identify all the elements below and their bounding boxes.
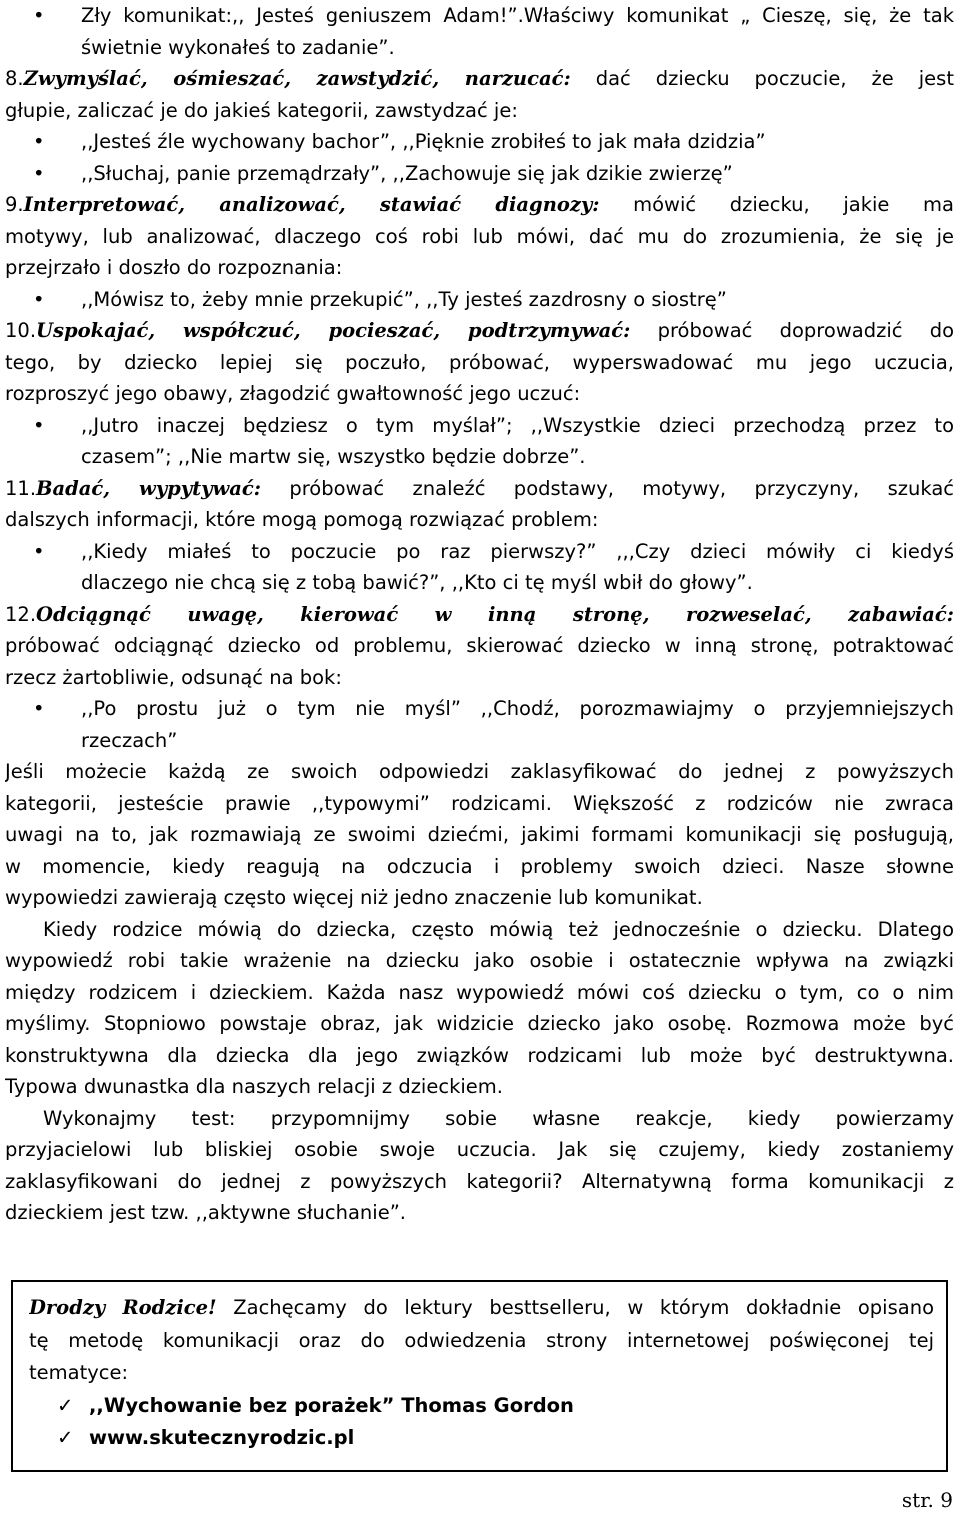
bullet-text: ,,Kiedy miałeś to poczucie po raz pierwszy?” ,,,Czy dzieci mówiły ci kiedyś xyxy=(81,539,954,563)
numbered-heading-line xyxy=(5,315,954,347)
box-line xyxy=(29,1292,934,1325)
numbered-heading-line xyxy=(5,599,954,631)
bullet-icon: • xyxy=(33,413,45,437)
body-line xyxy=(5,378,954,410)
book-title: ,,Wychowanie bez porażek” Thomas Gordon xyxy=(89,1393,574,1417)
item-number: 12. xyxy=(5,602,37,626)
body-line xyxy=(5,252,954,284)
paragraph-line xyxy=(5,914,954,946)
body-text: przejrzało i doszło do rozpoznania: xyxy=(5,256,343,279)
paragraph-line xyxy=(5,1008,954,1040)
body-text: rzecz żartobliwie, odsunąć na bok: xyxy=(5,665,342,689)
bullet-line xyxy=(5,32,954,64)
bullet-text: ,,Jesteś źle wychowany bachor”, ,,Pięknie zrobiłeś to jak mała dzidzia” xyxy=(81,130,766,153)
box-greeting: Drodzy Rodzice! xyxy=(29,1296,217,1319)
category-heading: Odciągnąć uwagę, kierować w inną stronę, rozweselać, zabawiać: xyxy=(36,602,954,626)
bullet-line xyxy=(5,567,954,599)
category-heading: Interpretować, analizować, stawiać diagnozy: xyxy=(23,193,600,216)
bullet-icon: • xyxy=(33,130,45,153)
body-text: tego, by dziecko lepiej się poczuło, próbować, wyperswadować mu jego uczucia, xyxy=(5,350,954,374)
paragraph-text: między rodzicem i dzieckiem. Każda nasz wypowiedź mówi coś dziecku o tym, co o nim xyxy=(5,980,954,1004)
body-line xyxy=(5,347,954,379)
paragraph-text: wypowiedź robi takie wrażenie na dziecku jako osobie i ostatecznie wpływa na związki xyxy=(5,949,954,972)
box-line: tematyce: xyxy=(29,1361,129,1384)
parents-note-box xyxy=(11,1280,948,1472)
bullet-line xyxy=(5,126,954,158)
bullet-text: dlaczego nie chcą się z tobą bawić?”, ,,Kto ci tę myśl wbił do głowy”. xyxy=(81,571,753,594)
paragraph-text: Typowa dwunastka dla naszych relacji z dzieckiem. xyxy=(5,1075,503,1098)
item-number: 10. xyxy=(5,319,37,342)
paragraph-text: Kiedy rodzice mówią do dziecka, często mówią też jednocześnie o dziecku. Dlatego xyxy=(43,917,954,941)
paragraph-text: w momencie, kiedy reagują na odczucia i problemy swoich dzieci. Nasze słowne xyxy=(5,854,954,878)
paragraph-text: myślimy. Stopniowo powstaje obraz, jak widzicie dziecko jako osobę. Rozmowa może być xyxy=(5,1012,954,1035)
body-line xyxy=(5,662,954,694)
category-heading: Badać, wypytywać: xyxy=(36,476,261,500)
body-text: motywy, lub analizować, dlaczego coś robi lub mówi, dać mu do zrozumienia, że się je xyxy=(5,224,954,248)
body-line xyxy=(5,504,954,536)
paragraph-line xyxy=(5,851,954,883)
heading-rest: próbować doprowadzić do xyxy=(630,319,954,342)
paragraph-line xyxy=(5,977,954,1009)
body-text: rozproszyć jego obawy, złagodzić gwałtowność jego uczuć: xyxy=(5,382,581,405)
body-text: dalszych informacji, które mogą pomogą rozwiązać problem: xyxy=(5,508,599,531)
paragraph-line xyxy=(5,756,954,788)
category-heading: Uspokajać, współczuć, pocieszać, podtrzymywać: xyxy=(36,319,631,342)
bullet-line xyxy=(5,693,954,725)
bullet-text: ,,Jutro inaczej będziesz o tym myślał”; ,,Wszystkie dzieci przechodzą przez to xyxy=(81,413,954,437)
bullet-icon: • xyxy=(33,287,45,311)
bullet-line xyxy=(5,158,954,190)
item-number: 11. xyxy=(5,476,37,500)
book-recommendation xyxy=(29,1390,934,1423)
paragraph-text: przyjacielowi lub bliskiej osobie swoje uczucia. Jak się czujemy, kiedy zostaniemy xyxy=(5,1138,954,1161)
numbered-heading-line xyxy=(5,473,954,505)
paragraph-line xyxy=(5,788,954,820)
bullet-text: czasem”; ,,Nie martw się, wszystko będzie dobrze”. xyxy=(81,445,586,468)
paragraph-text: Wykonajmy test: przypomnijmy sobie własne reakcje, kiedy powierzamy xyxy=(43,1106,954,1130)
bullet-icon: • xyxy=(33,161,45,185)
checkmark-icon: ✓ xyxy=(57,1426,74,1449)
paragraph-line xyxy=(5,1134,954,1166)
paragraph-text: uwagi na to, jak rozmawiają ze swoimi dziećmi, jakimi formami komunikacji się posługują, xyxy=(5,823,954,846)
paragraph-text: wypowiedzi zawierają często więcej niż jedno znaczenie lub komunikat. xyxy=(5,886,703,909)
bullet-text: Zły komunikat:,, Jesteś geniuszem Adam!”.Właściwy komunikat „ Cieszę, się, że tak xyxy=(81,4,954,27)
paragraph-text: konstruktywna dla dziecka dla jego związków rodzicami lub może być destruktywna. xyxy=(5,1043,954,1067)
heading-rest: dać dziecku poczucie, że jest xyxy=(570,67,954,90)
paragraph-text: Jeśli możecie każdą ze swoich odpowiedzi zaklasyfikować do jednej z powyższych xyxy=(5,760,954,783)
paragraph-line xyxy=(5,1197,954,1229)
item-number: 9. xyxy=(5,193,24,216)
paragraph-line xyxy=(5,882,954,914)
paragraph-text: zaklasyfikowani do jednej z powyższych kategorii? Alternatywną forma komunikacji z xyxy=(5,1169,954,1193)
bullet-line xyxy=(5,0,954,32)
numbered-heading-line xyxy=(5,189,954,221)
item-number: 8. xyxy=(5,67,24,90)
bullet-line xyxy=(5,441,954,473)
page-number: str. 9 xyxy=(901,1488,953,1512)
bullet-text: rzeczach” xyxy=(81,728,178,752)
heading-rest: mówić dziecku, jakie ma xyxy=(599,193,954,216)
box-first-rest: Zachęcamy do lektury besttselleru, w którym dokładnie opisano xyxy=(216,1296,934,1319)
heading-rest: próbować znaleźć podstawy, motywy, przyczyny, szukać xyxy=(260,476,954,500)
bullet-text: świetnie wykonałeś to zadanie”. xyxy=(81,35,395,59)
bullet-line xyxy=(5,284,954,316)
paragraph-line xyxy=(5,1040,954,1072)
website-link[interactable]: www.skutecznyrodzic.pl xyxy=(89,1426,355,1449)
bullet-line xyxy=(5,536,954,568)
bullet-text: ,,Słuchaj, panie przemądrzały”, ,,Zachowuje się jak dzikie zwierzę” xyxy=(81,161,733,185)
body-line xyxy=(5,95,954,127)
body-line xyxy=(5,221,954,253)
body-text: głupie, zaliczać je do jakieś kategorii, zawstydzać je: xyxy=(5,98,518,122)
bullet-text: ,,Po prostu już o tym nie myśl” ,,Chodź, porozmawiajmy o przyjemniejszych xyxy=(81,697,954,720)
body-text: próbować odciągnąć dziecko od problemu, skierować dziecko w inną stronę, potraktować xyxy=(5,634,954,657)
website-recommendation[interactable] xyxy=(29,1422,934,1455)
bullet-icon: • xyxy=(33,539,45,563)
paragraph-line xyxy=(5,945,954,977)
bullet-line xyxy=(5,725,954,757)
paragraph-text: dzieckiem jest tzw. ,,aktywne słuchanie”. xyxy=(5,1201,406,1224)
bullet-icon: • xyxy=(33,697,45,720)
numbered-heading-line xyxy=(5,63,954,95)
bullet-icon: • xyxy=(33,4,45,27)
paragraph-line xyxy=(5,1103,954,1135)
paragraph-line xyxy=(5,1071,954,1103)
paragraph-text: kategorii, jesteście prawie ,,typowymi” rodzicami. Większość z rodziców nie zwraca xyxy=(5,791,954,815)
paragraph-line xyxy=(5,819,954,851)
bullet-line xyxy=(5,410,954,442)
text-flow xyxy=(5,0,954,1229)
checkmark-icon: ✓ xyxy=(57,1393,74,1417)
body-line xyxy=(5,630,954,662)
category-heading: Zwymyślać, ośmieszać, zawstydzić, narzucać: xyxy=(23,67,571,90)
paragraph-line xyxy=(5,1166,954,1198)
box-line: tę metodę komunikacji oraz do odwiedzenia strony internetowej poświęconej tej xyxy=(29,1328,934,1352)
bullet-text: ,,Mówisz to, żeby mnie przekupić”, ,,Ty jesteś zazdrosny o siostrę” xyxy=(81,287,727,311)
